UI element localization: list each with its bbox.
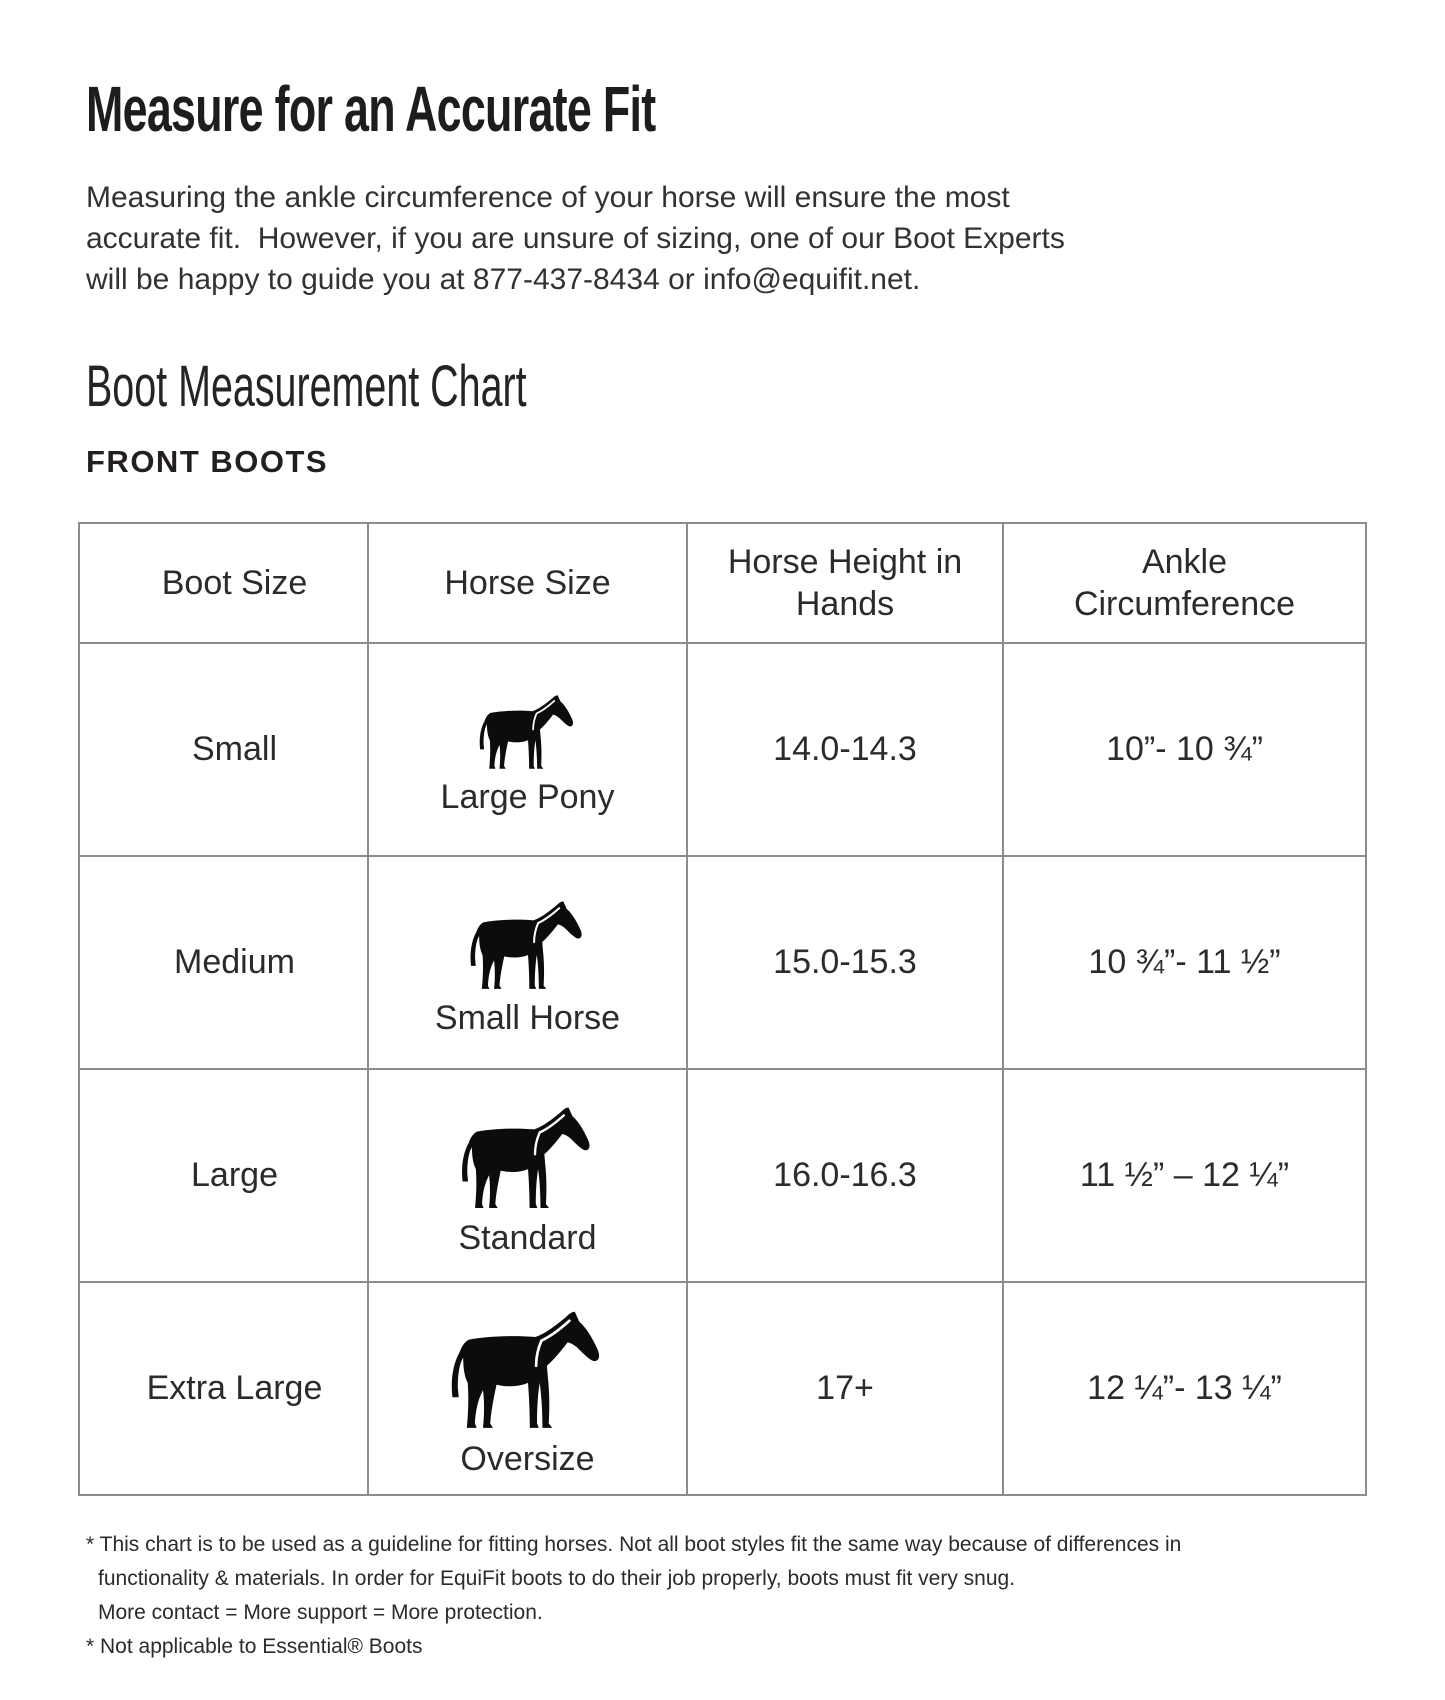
horse-size-label: Large Pony bbox=[440, 778, 615, 817]
header-boot-size: Boot Size bbox=[79, 523, 368, 643]
boot-size-cell: Large bbox=[79, 1069, 368, 1282]
footnotes bbox=[86, 1528, 1367, 1664]
table-row bbox=[79, 1282, 1366, 1495]
horse-height-cell: 15.0-15.3 bbox=[687, 856, 1003, 1069]
ankle-circumference-cell: 12 ¼”- 13 ¼” bbox=[1003, 1282, 1366, 1495]
section-title: Boot Measurement Chart bbox=[86, 354, 527, 420]
horse-size-cell bbox=[368, 1069, 687, 1282]
table-header bbox=[79, 523, 1366, 643]
header-horse-size: Horse Size bbox=[368, 523, 687, 643]
horse-size-cell bbox=[368, 643, 687, 856]
horse-height-cell: 16.0-16.3 bbox=[687, 1069, 1003, 1282]
ankle-circumference-cell: 10 ¾”- 11 ½” bbox=[1003, 856, 1366, 1069]
horse-size-label: Standard bbox=[458, 1218, 597, 1257]
page-title: Measure for an Accurate Fit bbox=[86, 73, 656, 145]
intro-line: accurate fit. However, if you are unsure of sizing, one of our Boot Experts bbox=[86, 222, 1065, 256]
intro-line: Measuring the ankle circumference of your horse will ensure the most bbox=[86, 181, 1010, 215]
horse-size-label: Oversize bbox=[460, 1440, 595, 1479]
footnote-line: * Not applicable to Essential® Boots bbox=[86, 1635, 423, 1659]
table-row bbox=[79, 1069, 1366, 1282]
header-row bbox=[79, 523, 1366, 643]
footnote-line: functionality & materials. In order for EquiFit boots to do their job properly, boots must fit very snug. bbox=[98, 1567, 1016, 1591]
horse-size-label: Small Horse bbox=[434, 998, 621, 1037]
horse-icon bbox=[460, 900, 596, 995]
boot-size-cell: Medium bbox=[79, 856, 368, 1069]
intro-paragraph bbox=[86, 177, 1367, 300]
table-row bbox=[79, 643, 1366, 856]
table-row bbox=[79, 856, 1366, 1069]
horse-height-cell: 17+ bbox=[687, 1282, 1003, 1495]
horse-height-cell: 14.0-14.3 bbox=[687, 643, 1003, 856]
intro-line: will be happy to guide you at 877-437-8434 or info@equifit.net. bbox=[86, 263, 921, 297]
header-horse-height: Horse Height in Hands bbox=[687, 523, 1003, 643]
ankle-circumference-cell: 11 ½” – 12 ¼” bbox=[1003, 1069, 1366, 1282]
front-boots-label: FRONT BOOTS bbox=[86, 444, 329, 480]
boot-size-cell: Extra Large bbox=[79, 1282, 368, 1495]
horse-size-cell bbox=[368, 1282, 687, 1495]
boot-measurement-table bbox=[78, 522, 1367, 1496]
boot-size-cell: Small bbox=[79, 643, 368, 856]
horse-icon bbox=[450, 1106, 606, 1215]
ankle-circumference-cell: 10”- 10 ¾” bbox=[1003, 643, 1366, 856]
horse-icon bbox=[471, 694, 585, 774]
footnote-line: More contact = More support = More protection. bbox=[98, 1601, 543, 1625]
header-ankle-circumference: Ankle Circumference bbox=[1003, 523, 1366, 643]
horse-icon bbox=[438, 1310, 618, 1436]
footnote-line: * This chart is to be used as a guideline for fitting horses. Not all boot styles fit the same way because of differences in bbox=[86, 1533, 1182, 1557]
horse-size-cell bbox=[368, 856, 687, 1069]
